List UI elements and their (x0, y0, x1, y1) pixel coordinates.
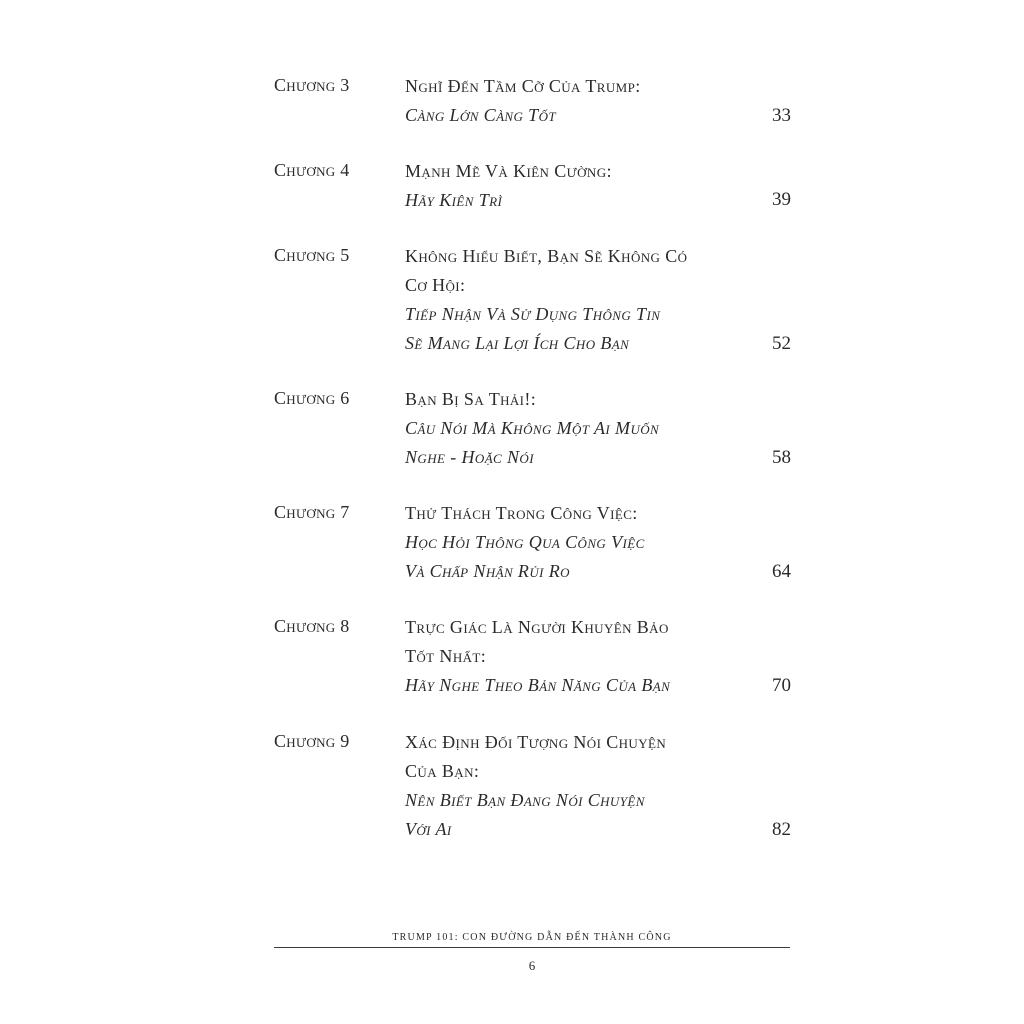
page-number: 58 (772, 447, 791, 468)
page-number: 33 (772, 105, 791, 126)
chapter-label: Chương 6 (274, 388, 350, 408)
chapter-subtitle-line: Hãy Kiên Trì (405, 190, 503, 210)
chapter-subtitle-line: Câu Nói Mà Không Một Ai Muốn (405, 418, 660, 438)
chapter-label: Chương 8 (274, 616, 350, 636)
chapter-subtitle-line: Càng Lớn Càng Tốt (405, 105, 557, 125)
chapter-label: Chương 3 (274, 75, 350, 95)
page-number: 82 (772, 819, 791, 840)
chapter-heading (405, 245, 765, 361)
chapter-subtitle-line: Và Chấp Nhận Rủi Ro (405, 561, 570, 581)
chapter-heading (405, 160, 765, 218)
page-number: 64 (772, 561, 791, 582)
chapter-label: Chương 4 (274, 160, 350, 180)
chapter-heading (405, 616, 765, 703)
chapter-subtitle-line: Học Hỏi Thông Qua Công Việc (405, 532, 645, 552)
chapter-title-line: Xác Định Đối Tượng Nói Chuyện (405, 732, 667, 752)
chapter-label: Chương 5 (274, 245, 350, 265)
page-number: 39 (772, 189, 791, 210)
chapter-title-line: Thử Thách Trong Công Việc: (405, 503, 638, 523)
footer-divider (274, 947, 790, 948)
page-number: 52 (772, 333, 791, 354)
chapter-title-line: Của Bạn: (405, 761, 480, 781)
chapter-subtitle-line: Sẽ Mang Lại Lợi Ích Cho Bạn (405, 333, 630, 353)
chapter-subtitle-line: Tiếp Nhận Và Sử Dụng Thông Tin (405, 304, 661, 324)
chapter-subtitle-line: Với Ai (405, 819, 452, 839)
chapter-label: Chương 7 (274, 502, 350, 522)
chapter-title-line: Mạnh Mẽ Và Kiên Cường: (405, 161, 612, 181)
running-footer-title: TRUMP 101: CON ĐƯỜNG DẪN ĐẾN THÀNH CÔNG (392, 932, 672, 943)
chapter-title-line: Cơ Hội: (405, 275, 466, 295)
chapter-label: Chương 9 (274, 731, 350, 751)
chapter-subtitle-line: Nên Biết Bạn Đang Nói Chuyện (405, 790, 645, 810)
page-number: 70 (772, 675, 791, 696)
chapter-title-line: Tốt Nhất: (405, 646, 487, 666)
chapter-heading (405, 75, 765, 133)
folio-page-number: 6 (528, 958, 536, 973)
chapter-subtitle-line: Hãy Nghe Theo Bản Năng Của Bạn (405, 675, 671, 695)
chapter-title-line: Không Hiểu Biết, Bạn Sẽ Không Có (405, 246, 688, 266)
chapter-heading (405, 502, 765, 589)
chapter-title-line: Trực Giác Là Người Khuyên Bảo (405, 617, 669, 637)
chapter-heading (405, 388, 765, 475)
chapter-title-line: Nghĩ Đến Tầm Cỡ Của Trump: (405, 76, 641, 96)
chapter-title-line: Bạn Bị Sa Thải!: (405, 389, 537, 409)
chapter-subtitle-line: Nghe - Hoặc Nói (405, 447, 534, 467)
chapter-heading (405, 731, 765, 847)
